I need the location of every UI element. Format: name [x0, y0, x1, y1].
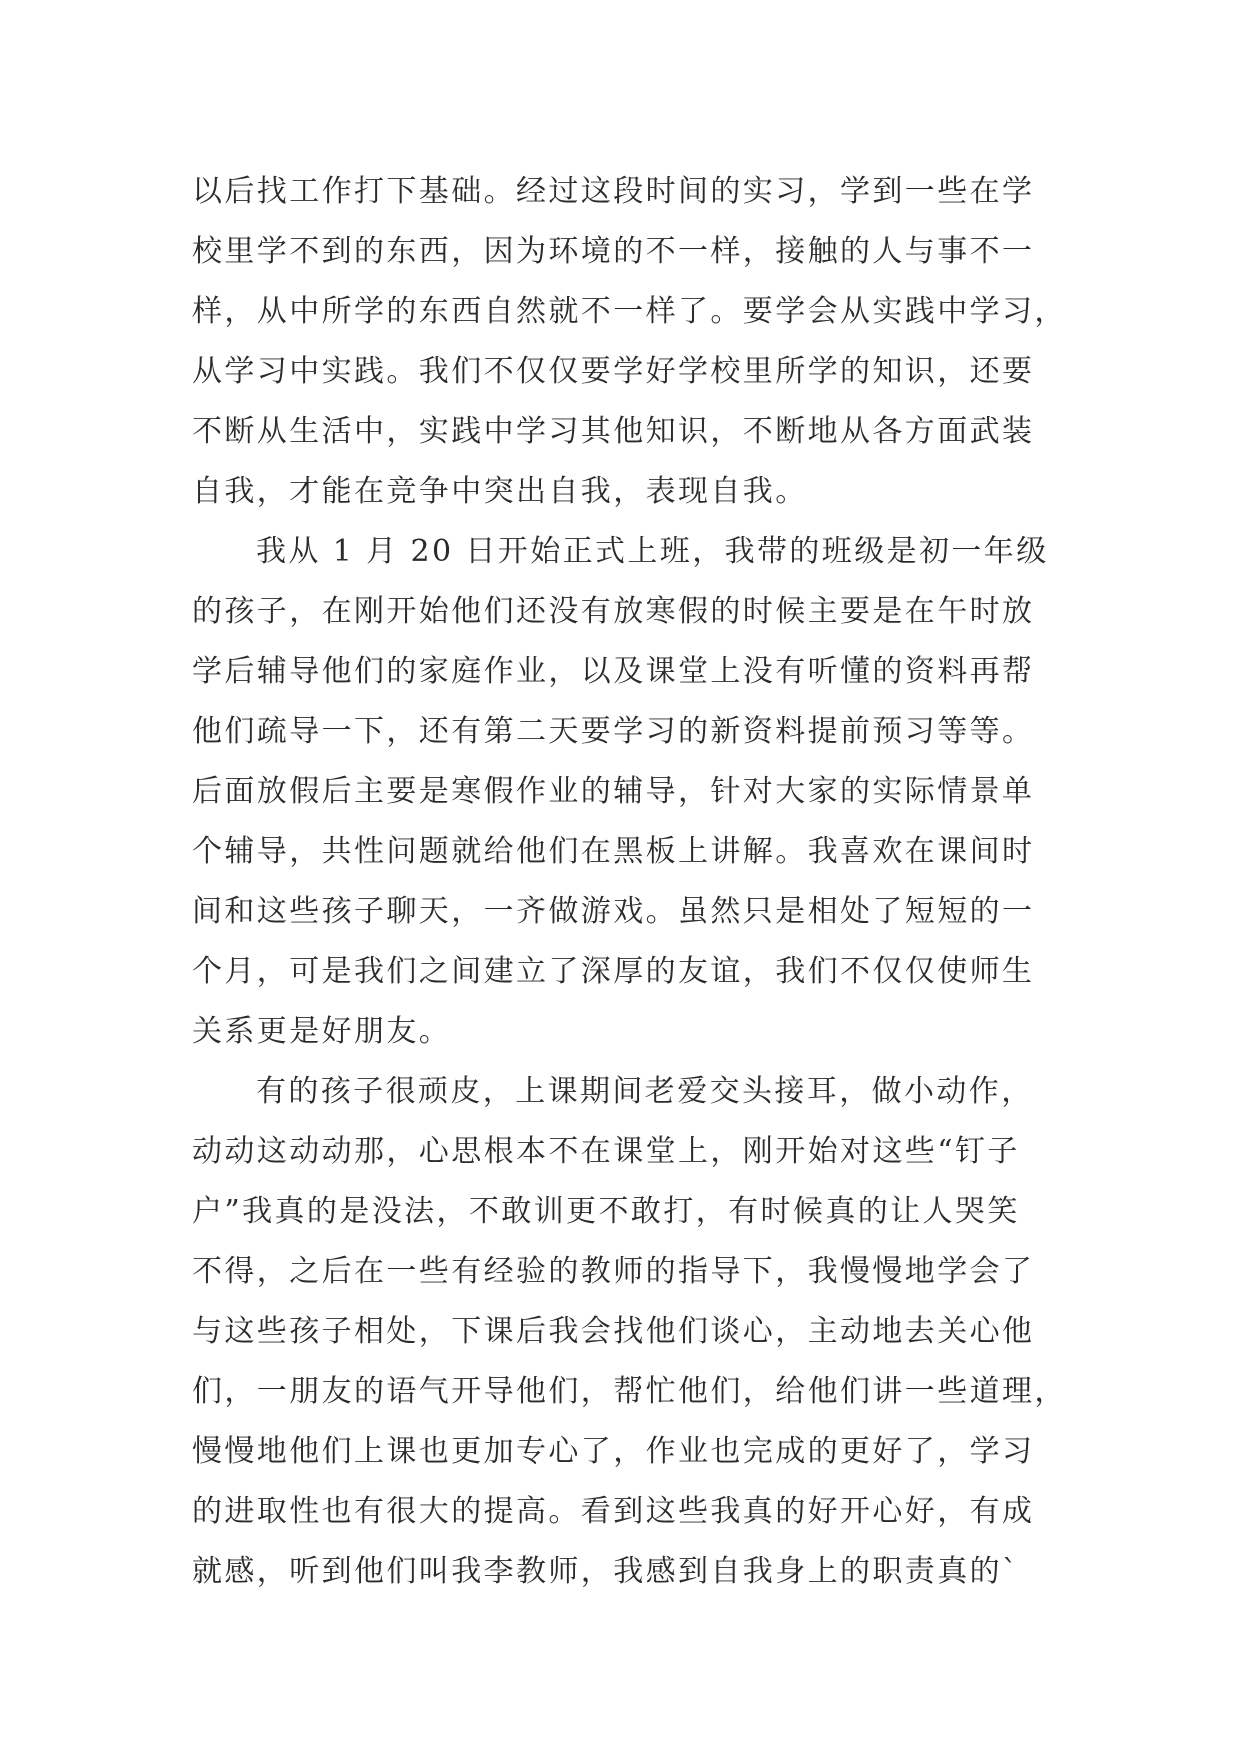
text-line: 慢慢地他们上课也更加专心了，作业也完成的更好了，学习 [192, 1434, 1035, 1469]
text-line: 后面放假后主要是寒假作业的辅导，针对大家的实际情景单 [192, 774, 1035, 809]
document-body [192, 162, 1067, 1602]
text-line: 不断从生活中，实践中学习其他知识，不断地从各方面武装 [192, 414, 1035, 449]
text-line: 的孩子，在刚开始他们还没有放寒假的时候主要是在午时放 [192, 594, 1035, 629]
text-line: 样，从中所学的东西自然就不一样了。要学会从实践中学习， [192, 294, 1067, 329]
text-line: 学后辅导他们的家庭作业，以及课堂上没有听懂的资料再帮 [192, 654, 1035, 689]
text-line: 的进取性也有很大的提高。看到这些我真的好开心好，有成 [192, 1494, 1035, 1529]
text-line: 间和这些孩子聊天，一齐做游戏。虽然只是相处了短短的一 [192, 894, 1035, 929]
paragraph-2 [192, 522, 1062, 1062]
text-line: 有的孩子很顽皮，上课期间老爱交头接耳，做小动作， [256, 1074, 1034, 1109]
text-line: 校里学不到的东西，因为环境的不一样，接触的人与事不一 [192, 234, 1035, 269]
text-line: 不得，之后在一些有经验的教师的指导下，我慢慢地学会了 [192, 1254, 1035, 1289]
text-line: 户”我真的是没法，不敢训更不敢打，有时候真的让人哭笑 [192, 1194, 1020, 1229]
text-line: 们，一朋友的语气开导他们，帮忙他们，给他们讲一些道理， [192, 1374, 1067, 1409]
text-line: 自我，才能在竞争中突出自我，表现自我。 [192, 474, 808, 509]
text-line: 他们疏导一下，还有第二天要学习的新资料提前预习等等。 [192, 714, 1035, 749]
text-line: 关系更是好朋友。 [192, 1014, 452, 1049]
text-line: 与这些孩子相处，下课后我会找他们谈心，主动地去关心他 [192, 1314, 1035, 1349]
text-line: 从学习中实践。我们不仅仅要学好学校里所学的知识，还要 [192, 354, 1035, 389]
text-line: 我从 1 月 20 日开始正式上班，我带的班级是初一年级 [256, 534, 1049, 569]
text-line: 就感，听到他们叫我李教师，我感到自我身上的职责真的` [192, 1554, 1020, 1589]
text-line: 个月，可是我们之间建立了深厚的友谊，我们不仅仅使师生 [192, 954, 1035, 989]
text-line: 以后找工作打下基础。经过这段时间的实习，学到一些在学 [192, 174, 1035, 209]
text-line: 动动这动动那，心思根本不在课堂上，刚开始对这些“钉子 [192, 1134, 1020, 1169]
paragraph-1 [192, 162, 1067, 522]
text-line: 个辅导，共性问题就给他们在黑板上讲解。我喜欢在课间时 [192, 834, 1035, 869]
paragraph-3 [192, 1062, 1067, 1602]
